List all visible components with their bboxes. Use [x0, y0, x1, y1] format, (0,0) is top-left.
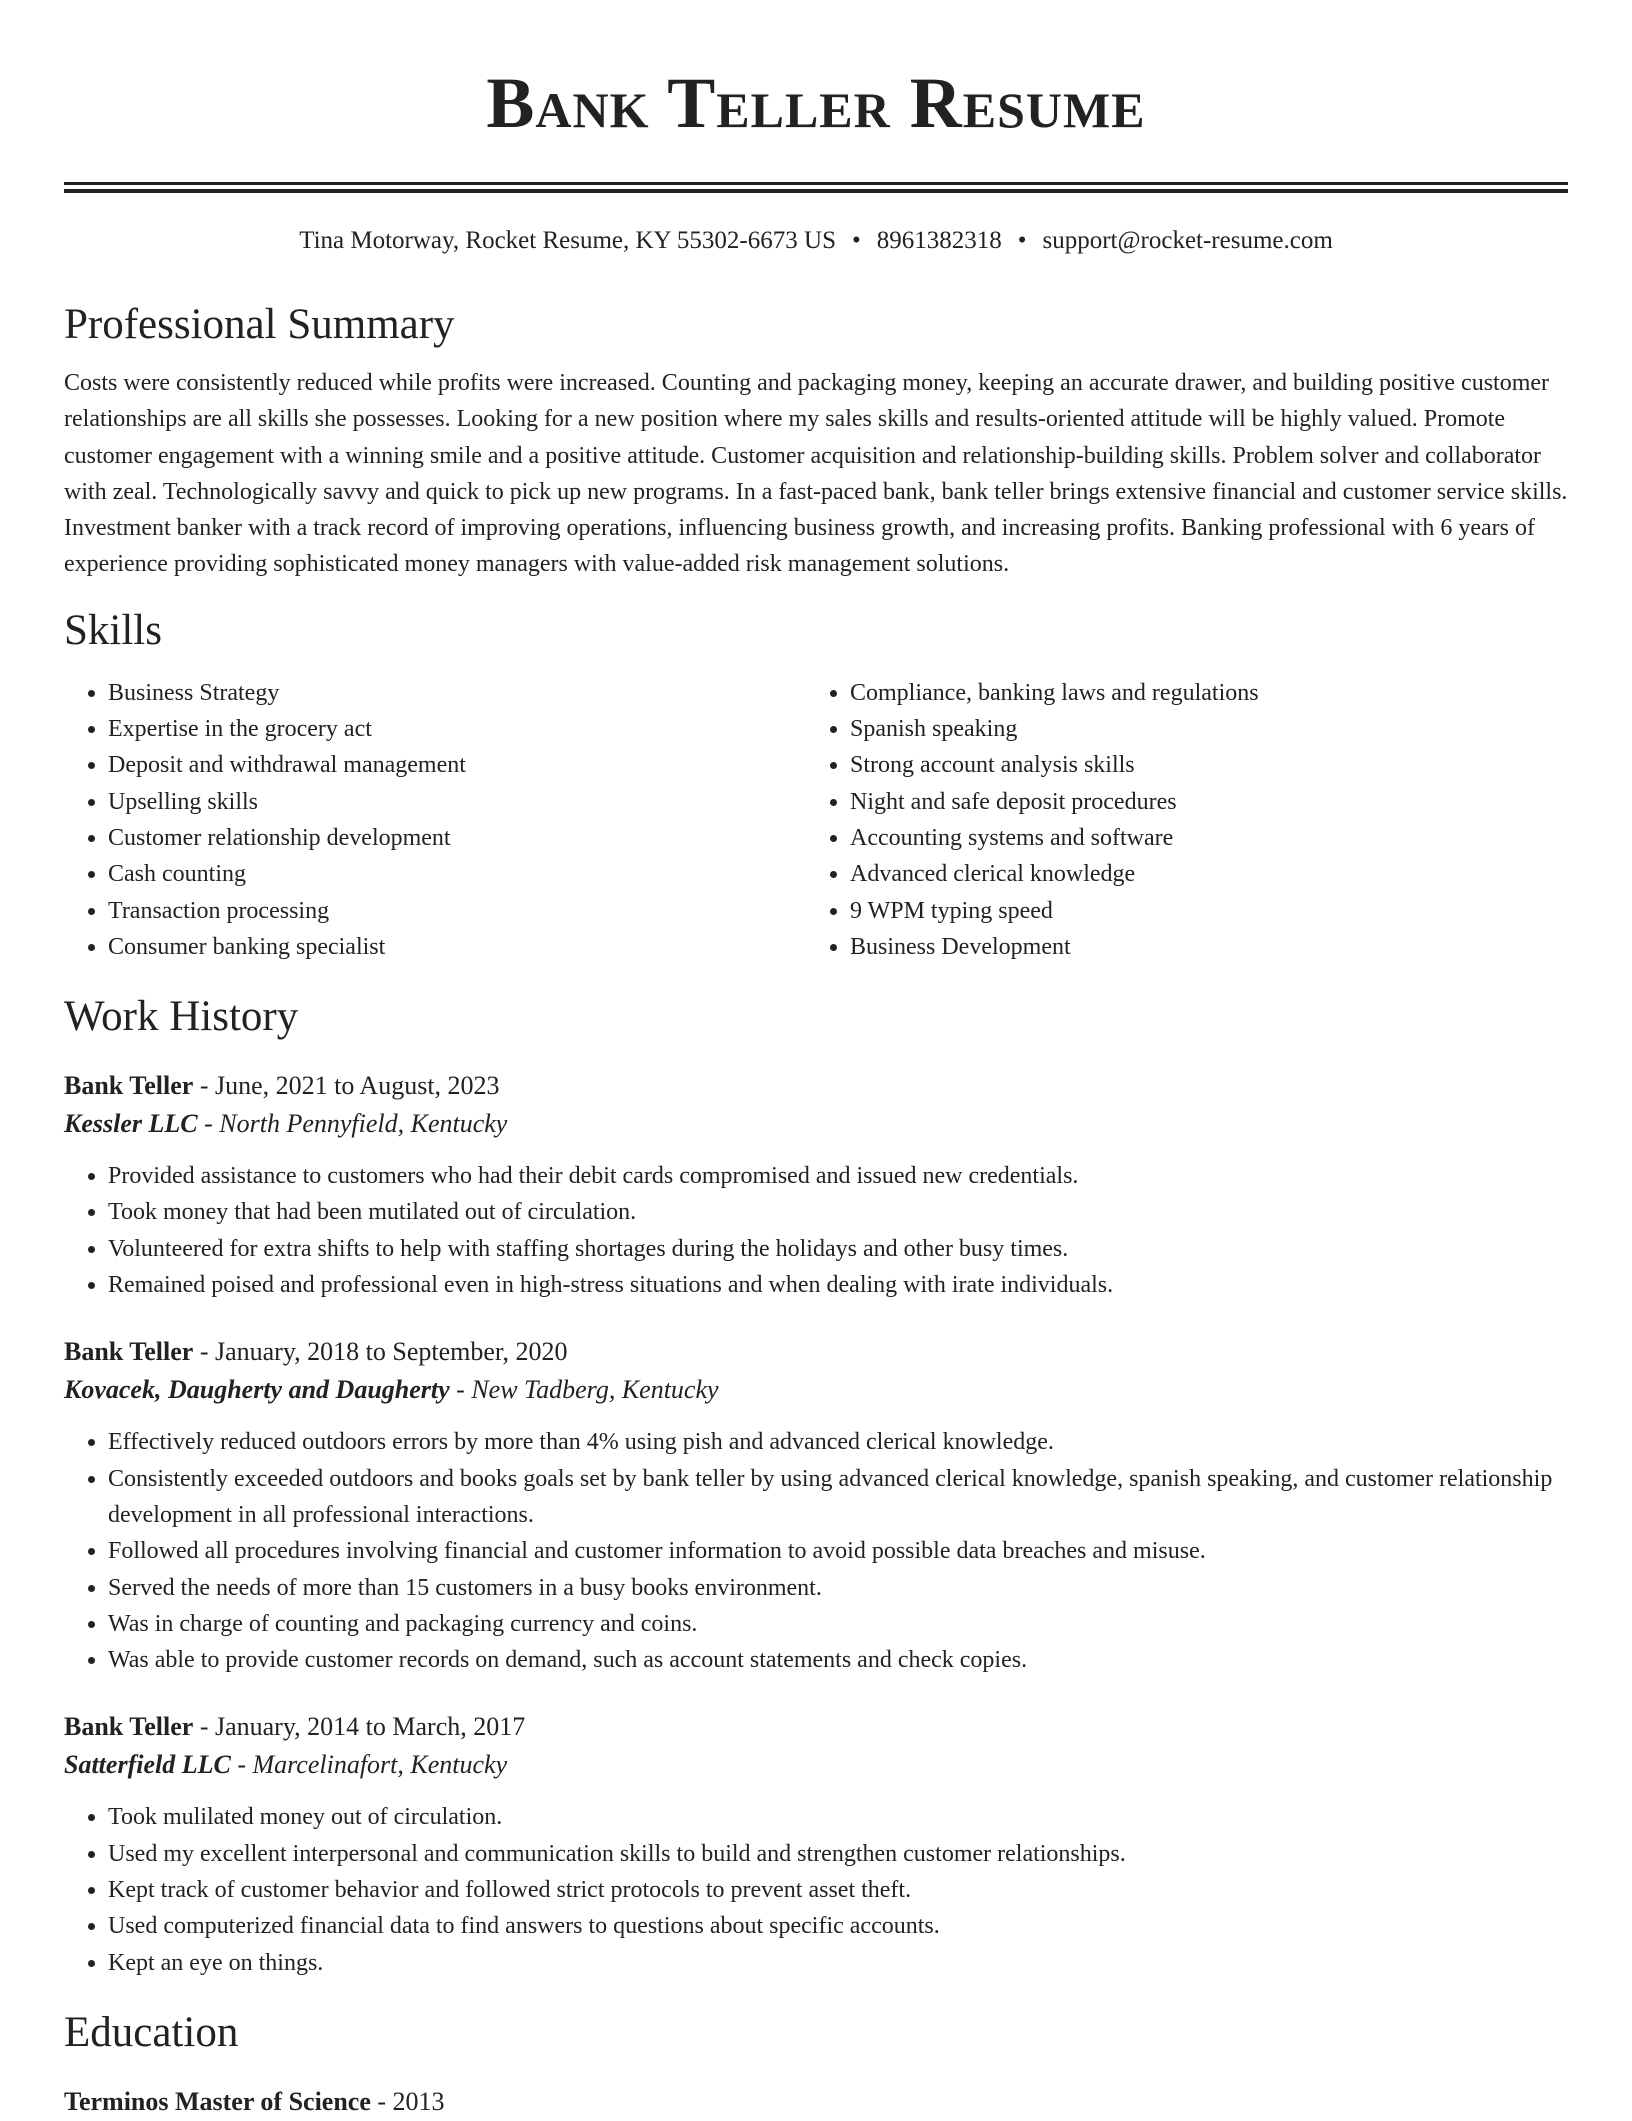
job-bullet: • Served the needs of more than 15 customers in a busy books environment. [108, 1570, 1568, 1606]
job-bullet: • Volunteered for extra shifts to help with staffing shortages during the holidays and other busy times. [108, 1231, 1568, 1267]
job-title-line [64, 1067, 1568, 1105]
job-bullet: • Used my excellent interpersonal and communication skills to build and strengthen customer relationships. [108, 1836, 1568, 1872]
education-degree: Terminos Master of Science [64, 2086, 371, 2116]
job-bullets [64, 1424, 1568, 1678]
contact-phone: 8961382318 [876, 227, 1002, 254]
skill-item: • Business Strategy [108, 675, 806, 711]
skill-item: • Night and safe deposit procedures [850, 784, 1548, 820]
job-title-line [64, 1708, 1568, 1746]
job-company-line [64, 1105, 1568, 1143]
skills-list-right [806, 675, 1548, 965]
skill-item: • Upselling skills [108, 784, 806, 820]
title-double-rule [64, 182, 1568, 185]
job-bullets [64, 1799, 1568, 1980]
skill-item: • Accounting systems and software [850, 820, 1548, 856]
skill-item: • 9 WPM typing speed [850, 893, 1548, 929]
job-location: - Marcelinafort, Kentucky [230, 1750, 508, 1780]
job-bullet: • Followed all procedures involving financial and customer information to avoid possible data breaches and misuse. [108, 1533, 1568, 1569]
skill-item: • Expertise in the grocery act [108, 711, 806, 747]
job-bullet: • Effectively reduced outdoors errors by more than 4% using pish and advanced clerical knowledge. [108, 1424, 1568, 1460]
job-dates: - January, 2014 to March, 2017 [193, 1712, 526, 1742]
job-location: - North Pennyfield, Kentucky [197, 1109, 508, 1139]
summary-heading: Professional Summary [64, 301, 455, 348]
resume-title: Bank Teller Resume [486, 63, 1146, 143]
skill-item: • Deposit and withdrawal management [108, 747, 806, 783]
job-bullet: • Kept an eye on things. [108, 1945, 1568, 1981]
job-company: Satterfield LLC [64, 1750, 231, 1780]
job-bullets [64, 1158, 1568, 1303]
skills-columns [64, 675, 1568, 965]
job-bullet: • Provided assistance to customers who had their debit cards compromised and issued new credentials. [108, 1158, 1568, 1194]
job-dates: - January, 2018 to September, 2020 [193, 1337, 568, 1367]
contact-separator: • [1017, 227, 1027, 254]
skill-item: • Advanced clerical knowledge [850, 856, 1548, 892]
skill-item: • Cash counting [108, 856, 806, 892]
skills-list-left [64, 675, 806, 965]
skill-item: • Transaction processing [108, 893, 806, 929]
job-company-line [64, 1746, 1568, 1784]
job-bullet: • Kept track of customer behavior and followed strict protocols to prevent asset theft. [108, 1872, 1568, 1908]
skill-item: • Strong account analysis skills [850, 747, 1548, 783]
contact-line [64, 223, 1568, 259]
job-company-line [64, 1371, 1568, 1409]
summary-text: Costs were consistently reduced while profits were increased. Counting and packaging money, keeping an accurate drawer, and building positive customer relationships are all skills she possesses. Looking for a new position where my sales skills and results-oriented attitude will be highly valued. Promote customer engagement with a winning smile and a positive attitude. Customer acquisition and relationship-building skills. Problem solver and collaborator with zeal. Technologically savvy and quick to pick up new programs. In a fast-paced bank, bank teller brings extensive financial and customer service skills. Investment banker with a track record of improving operations, influencing business growth, and increasing profits. Banking professional with 6 years of experience providing sophisticated money managers with value-added risk management solutions. [64, 370, 1568, 578]
work-history-heading: Work History [64, 993, 299, 1041]
skill-item: • Compliance, banking laws and regulations [850, 675, 1548, 711]
education-year: - 2013 [370, 2086, 445, 2116]
contact-address: Tina Motorway, Rocket Resume, KY 55302-6673 US [299, 227, 836, 254]
contact-email: support@rocket-resume.com [1042, 227, 1333, 254]
skills-heading: Skills [64, 606, 162, 654]
job-bullet: • Remained poised and professional even in high-stress situations and when dealing with irate individuals. [108, 1267, 1568, 1303]
job-bullet: • Consistently exceeded outdoors and books goals set by bank teller by using advanced clerical knowledge, spanish speaking, and customer relationship development in all professional interactions. [108, 1461, 1568, 1534]
job-company: Kovacek, Daugherty and Daugherty [64, 1375, 450, 1405]
skill-item: • Consumer banking specialist [108, 929, 806, 965]
job-entry [64, 1708, 1568, 1980]
contact-separator: • [851, 227, 861, 254]
job-bullet: • Used computerized financial data to find answers to questions about specific accounts. [108, 1908, 1568, 1944]
job-bullet: • Took money that had been mutilated out of circulation. [108, 1194, 1568, 1230]
education-entry [64, 2083, 1568, 2121]
skill-item: • Spanish speaking [850, 711, 1548, 747]
job-bullet: • Took mulilated money out of circulation. [108, 1799, 1568, 1835]
skill-item: • Business Development [850, 929, 1548, 965]
job-bullet: • Was in charge of counting and packaging currency and coins. [108, 1606, 1568, 1642]
job-title: Bank Teller [64, 1712, 194, 1742]
job-company: Kessler LLC [64, 1109, 198, 1139]
job-entry [64, 1067, 1568, 1303]
job-title: Bank Teller [64, 1071, 194, 1101]
job-entry [64, 1333, 1568, 1678]
job-dates: - June, 2021 to August, 2023 [193, 1071, 500, 1101]
job-title-line [64, 1333, 1568, 1371]
job-title: Bank Teller [64, 1337, 194, 1367]
skill-item: • Customer relationship development [108, 820, 806, 856]
job-location: - New Tadberg, Kentucky [449, 1375, 719, 1405]
education-heading: Education [64, 2008, 239, 2056]
job-bullet: • Was able to provide customer records on demand, such as account statements and check copies. [108, 1642, 1568, 1678]
